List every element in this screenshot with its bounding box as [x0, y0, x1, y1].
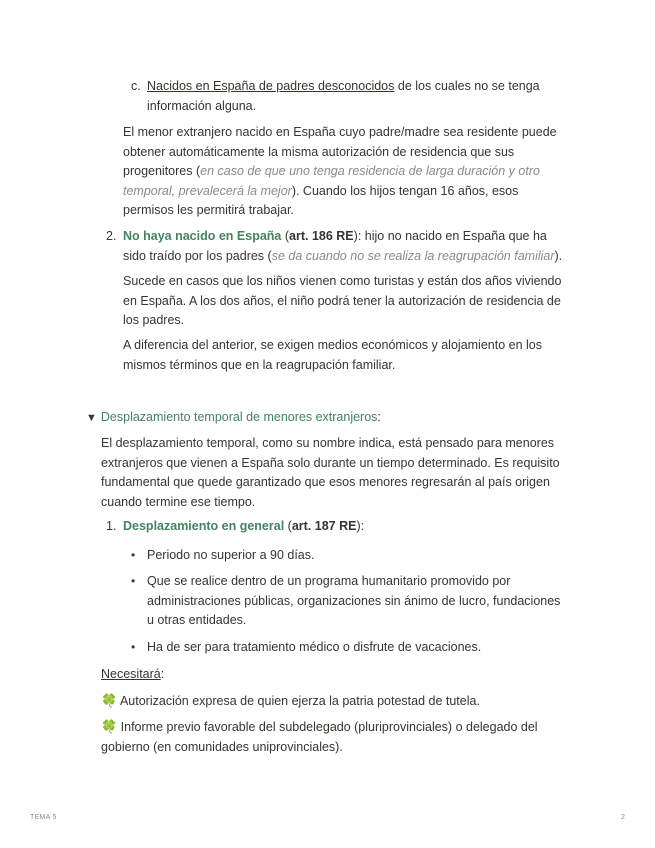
footer-left: TEMA 5: [30, 814, 57, 821]
bullet-dot-icon: •: [131, 640, 136, 654]
bullet-item: Periodo no superior a 90 días.: [147, 548, 315, 562]
necesitara-label: Necesitará:: [101, 667, 165, 681]
heading-desplazamiento-general: Desplazamiento en general: [123, 519, 285, 533]
paragraph-menor-extranjero: El menor extranjero nacido en España cuyo padre/madre sea residente puede obtener automáticamente la misma autorización de residencia que sus progenitores (en caso de que uno tenga residencia de larga duración y otro temporal, prevalecerá la mejor). Cuando los hijos tengan 16 años, esos permisos les permitirá trabajar.: [123, 125, 557, 217]
list-marker: c.: [131, 79, 141, 93]
heading-no-nacido: No haya nacido en España: [123, 229, 282, 243]
toggle-desplazamiento[interactable]: ▼ Desplazamiento temporal de menores extranjeros:: [86, 410, 381, 424]
article-ref: art. 186 RE: [289, 229, 354, 243]
toggle-title[interactable]: Desplazamiento temporal de menores extranjeros: [100, 410, 378, 424]
bullet-dot-icon: •: [131, 574, 136, 588]
leaf-item-informe: 🍀 Informe previo favorable del subdelegado (pluriprovinciales) o delegado del gobierno (en comunidades uniprovinciales).: [101, 719, 538, 754]
leaf-item-autorizacion: 🍀 Autorización expresa de quien ejerza la patria potestad de tutela.: [101, 693, 480, 708]
list-item-1: Desplazamiento en general (art. 187 RE):: [123, 519, 365, 533]
list-item-2-marker: 2.: [106, 229, 117, 243]
bullet-item: Ha de ser para tratamiento médico o disfrute de vacaciones.: [147, 640, 482, 654]
paragraph-diferencia: A diferencia del anterior, se exigen medios económicos y alojamiento en los mismos términos que en la reagrupación familiar.: [123, 338, 542, 372]
page-number: 2: [621, 814, 626, 821]
article-ref: art. 187 RE: [291, 519, 357, 533]
list-item-2: No haya nacido en España (art. 186 RE): hijo no nacido en España que ha sido traído por los padres (se da cuando no se realiza la reagrupación familiar).: [123, 229, 563, 263]
list-item-c-text: Nacidos en España de padres desconocidos de los cuales no se tenga información alguna.: [147, 79, 540, 113]
underlined-text: Nacidos en España de padres desconocidos: [147, 79, 395, 93]
bullet-dot-icon: •: [131, 548, 136, 562]
clover-icon: 🍀: [101, 693, 118, 708]
toggle-arrow-icon[interactable]: ▼: [86, 412, 97, 424]
bullet-item: Que se realice dentro de un programa humanitario promovido por administraciones públicas, organizaciones sin ánimo de lucro, fundaciones u otras entidades.: [147, 574, 561, 627]
paragraph-sucede: Sucede en casos que los niños vienen como turistas y están dos años viviendo en España. A los dos años, el niño podrá tener la autorización de residencia de los padres.: [123, 274, 562, 327]
paragraph-desplazamiento: El desplazamiento temporal, como su nombre indica, está pensado para menores extranjeros que vienen a España solo durante un tiempo determinado. Es requisito fundamental que quede garantizado que esos menores regresarán al país origen cuando termine ese tiempo.: [101, 436, 560, 509]
list-item-c: [131, 77, 141, 97]
clover-icon: 🍀: [101, 719, 118, 734]
list-item-1-marker: 1.: [106, 519, 117, 533]
